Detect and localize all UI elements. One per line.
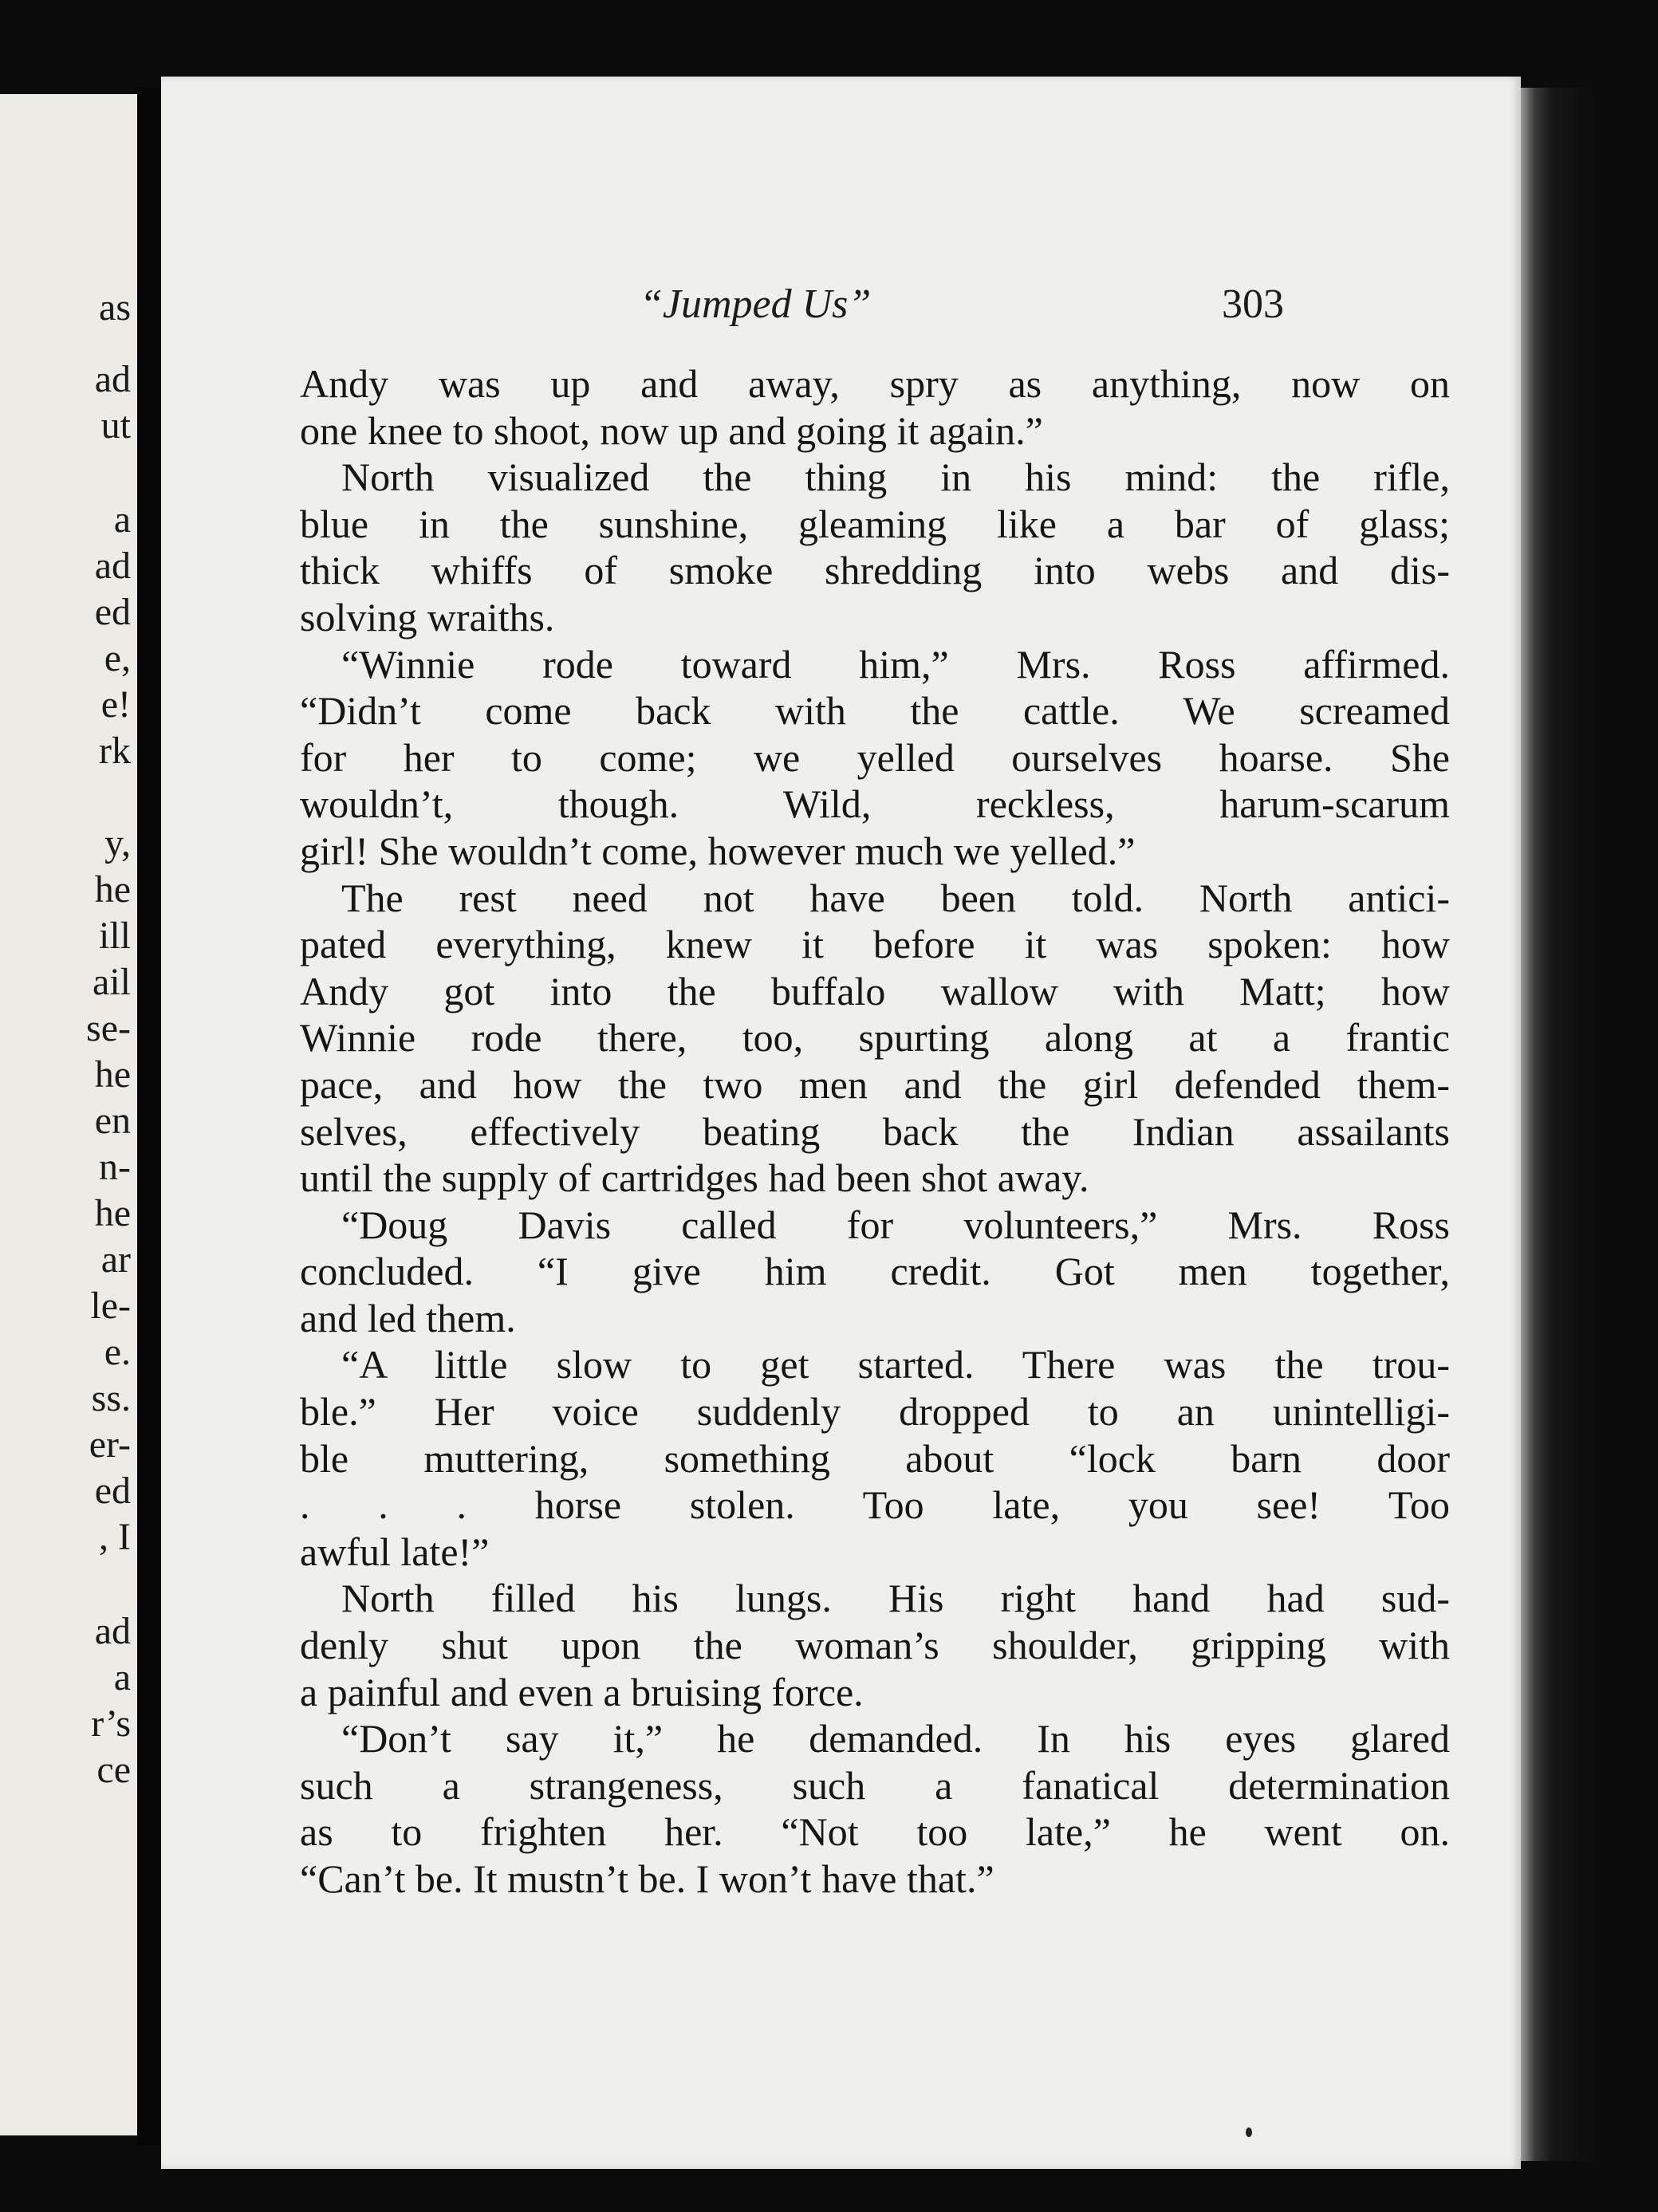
text-line: selves, effectively beating back the Indian assailants xyxy=(300,1108,1450,1154)
facing-page-text: he xyxy=(94,868,131,911)
facing-page-text: e, xyxy=(104,637,131,679)
facing-page-text: n- xyxy=(99,1146,131,1188)
facing-page-text: r’s xyxy=(91,1702,131,1745)
text-line: solving wraiths. xyxy=(300,594,555,640)
text-line: ble muttering, something about “lock barn door xyxy=(300,1435,1450,1481)
facing-page-text: he xyxy=(94,1192,131,1234)
text-line: “Can’t be. It mustn’t be. I won’t have that.” xyxy=(300,1856,994,1901)
text-line: Andy was up and away, spry as anything, now on xyxy=(300,361,1450,406)
facing-page-text: e! xyxy=(100,683,131,726)
facing-page-text: ail xyxy=(93,961,131,1003)
text-line: “A little slow to get started. There was the trou- xyxy=(341,1342,1450,1387)
facing-page-text: ut xyxy=(100,404,131,447)
text-line: pated everything, knew it before it was spoken: how xyxy=(300,922,1450,967)
text-line: a painful and even a bruising force. xyxy=(300,1669,864,1714)
text-line: “Didn’t come back with the cattle. We screamed xyxy=(300,688,1450,734)
facing-page-text: le- xyxy=(90,1285,131,1327)
text-line: The rest need not have been told. North antici- xyxy=(341,875,1450,920)
body-text xyxy=(300,360,1450,1903)
text-line: for her to come; we yelled ourselves hoarse. She xyxy=(300,734,1450,780)
facing-page-text: a xyxy=(113,498,131,541)
facing-page-text: , I xyxy=(99,1516,131,1558)
text-line: “Don’t say it,” he demanded. In his eyes glared xyxy=(341,1716,1450,1761)
text-line: Andy got into the buffalo wallow with Matt; how xyxy=(300,968,1450,1014)
facing-page-text: ss. xyxy=(91,1377,131,1419)
chapter-title: “Jumped Us” xyxy=(640,281,872,327)
text-line: as to frighten her. “Not too late,” he went on. xyxy=(300,1809,1450,1855)
facing-page-text: er- xyxy=(89,1423,131,1466)
text-line: North visualized the thing in his mind: the rifle, xyxy=(341,455,1450,500)
text-line: “Winnie rode toward him,” Mrs. Ross affirmed. xyxy=(341,641,1450,687)
text-line: thick whiffs of smoke shredding into webs and dis- xyxy=(300,548,1450,593)
text-line: awful late!” xyxy=(300,1529,490,1574)
facing-page-text: ad xyxy=(94,1610,131,1652)
text-line: “Doug Davis called for volunteers,” Mrs. Ross xyxy=(341,1202,1450,1247)
facing-page-text: ed xyxy=(94,591,131,633)
facing-page-text: rk xyxy=(99,730,131,772)
text-line: wouldn’t, though. Wild, reckless, harum-scarum xyxy=(300,781,1450,827)
page-number: 303 xyxy=(1222,281,1284,327)
facing-page-text: as xyxy=(99,286,131,329)
text-line: pace, and how the two men and the girl defended them- xyxy=(300,1061,1450,1107)
text-line: one knee to shoot, now up and going it again.” xyxy=(300,407,1043,453)
facing-page-text: he xyxy=(94,1053,131,1096)
facing-page-text: en xyxy=(94,1100,131,1142)
facing-page-text: ar xyxy=(100,1238,131,1281)
facing-page-text: ad xyxy=(94,545,131,587)
text-line: girl! She wouldn’t come, however much we yelled.” xyxy=(300,828,1136,873)
facing-page-text: e. xyxy=(104,1331,131,1373)
facing-page-text: ad xyxy=(94,358,131,400)
facing-page-text: se- xyxy=(86,1007,131,1049)
text-line: and led them. xyxy=(300,1295,516,1340)
print-speck xyxy=(1246,2127,1252,2137)
facing-page-text: ill xyxy=(98,915,131,957)
facing-page-fragment xyxy=(0,94,137,2135)
text-line: concluded. “I give him credit. Got men together, xyxy=(300,1249,1450,1294)
text-line: such a strangeness, such a fanatical determination xyxy=(300,1762,1450,1808)
text-line: North filled his lungs. His right hand had sud- xyxy=(341,1576,1450,1621)
text-line: Winnie rode there, too, spurting along at a frantic xyxy=(300,1015,1450,1061)
facing-page-text: ce xyxy=(96,1749,131,1791)
page-edge xyxy=(1521,88,1597,2161)
facing-page-text: y, xyxy=(104,822,131,864)
text-line: blue in the sunshine, gleaming like a bar of glass; xyxy=(300,501,1450,546)
facing-page-text: a xyxy=(113,1656,131,1698)
book-page xyxy=(161,77,1521,2169)
text-line: denly shut upon the woman’s shoulder, gripping with xyxy=(300,1623,1450,1668)
text-line: until the supply of cartridges had been shot away. xyxy=(300,1155,1089,1201)
book-gutter xyxy=(137,88,161,2145)
text-line: . . . horse stolen. Too late, you see! Too xyxy=(300,1482,1450,1528)
facing-page-text: ed xyxy=(94,1470,131,1512)
running-head xyxy=(161,281,1521,344)
text-line: ble.” Her voice suddenly dropped to an unintelligi- xyxy=(300,1389,1450,1435)
